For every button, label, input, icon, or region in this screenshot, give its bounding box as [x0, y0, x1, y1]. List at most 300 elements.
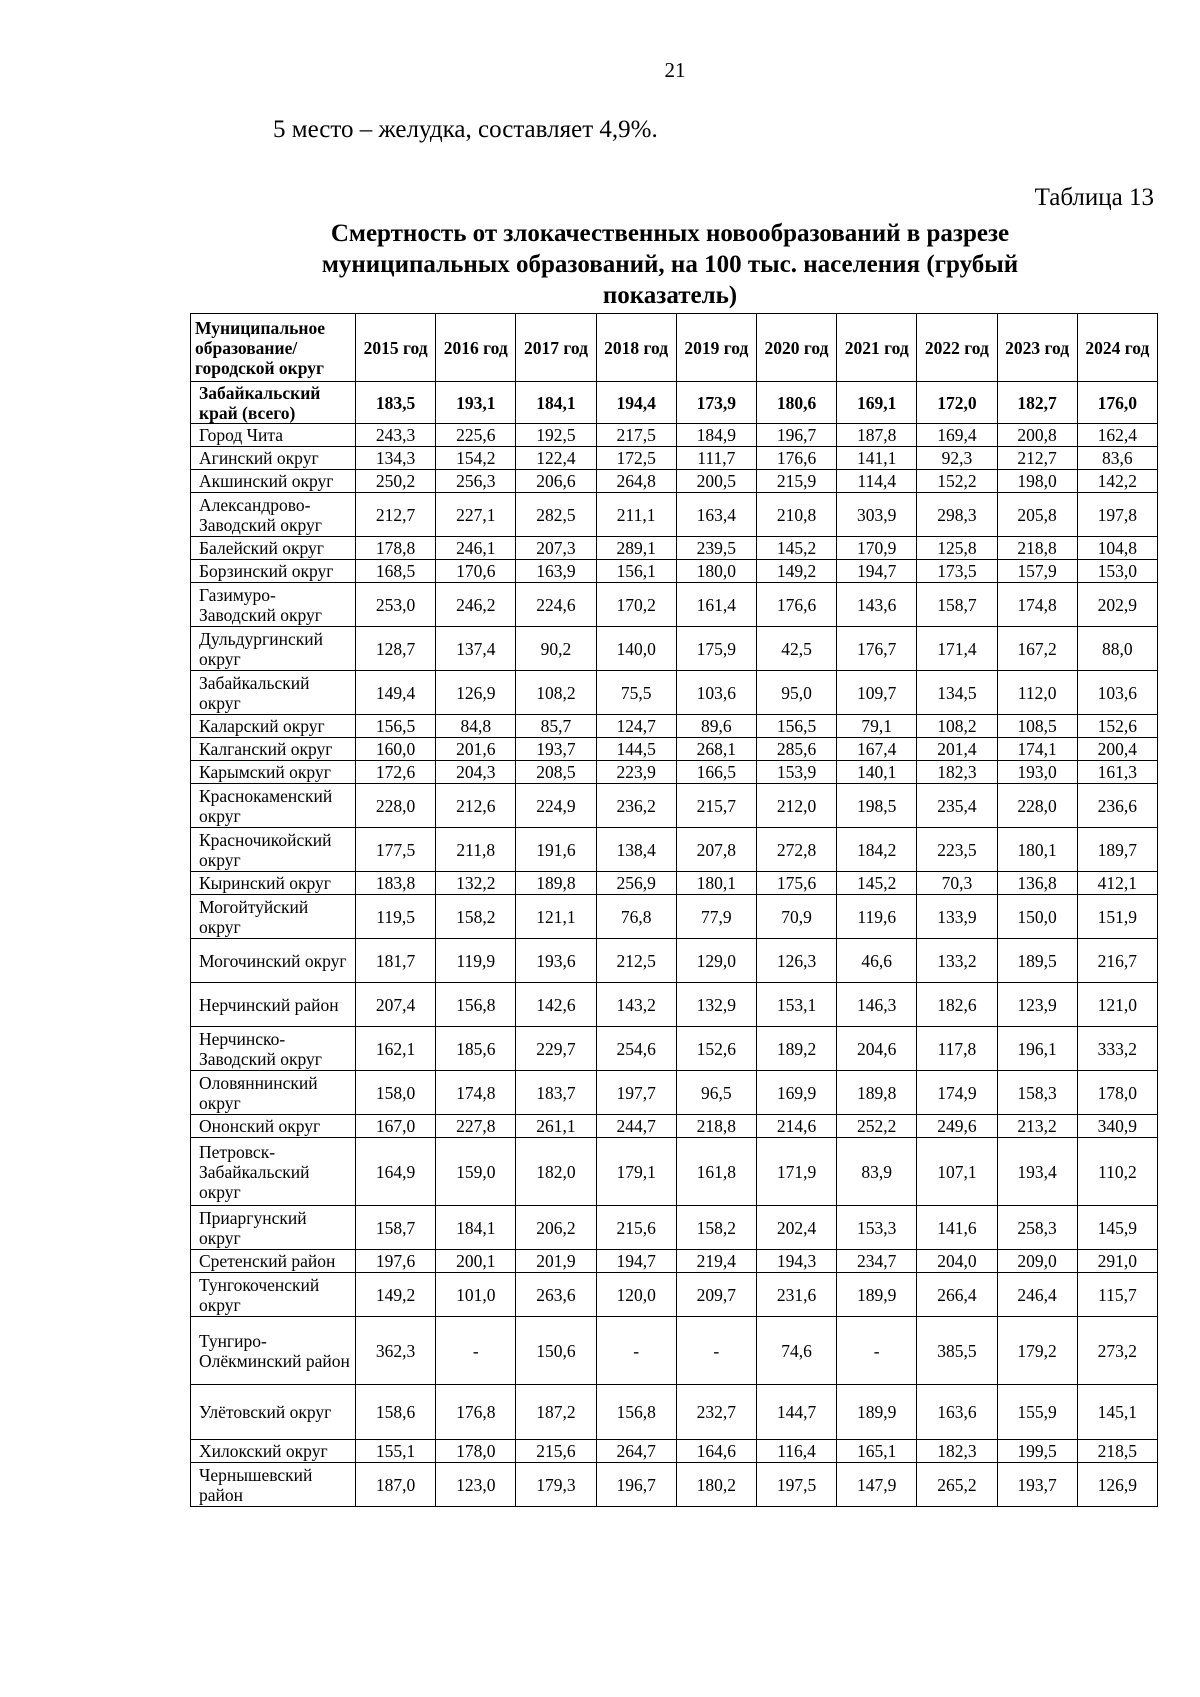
- value-cell: 184,1: [516, 382, 596, 424]
- value-cell: 107,1: [917, 1138, 997, 1206]
- table-row: [191, 627, 1158, 671]
- value-cell: 197,7: [596, 1071, 676, 1115]
- value-cell: 147,9: [837, 1463, 917, 1507]
- value-cell: 179,3: [516, 1463, 596, 1507]
- value-cell: 129,0: [676, 939, 756, 983]
- value-cell: 169,9: [756, 1071, 836, 1115]
- municipality-name: Могойтуйский округ: [191, 895, 356, 939]
- value-cell: 145,2: [837, 872, 917, 895]
- value-cell: 234,7: [837, 1250, 917, 1273]
- value-cell: 172,6: [356, 761, 436, 784]
- value-cell: 193,0: [997, 761, 1077, 784]
- value-cell: 204,6: [837, 1027, 917, 1071]
- table-row: [191, 761, 1158, 784]
- value-cell: 209,0: [997, 1250, 1077, 1273]
- value-cell: 197,6: [356, 1250, 436, 1273]
- value-cell: 121,0: [1077, 983, 1157, 1027]
- value-cell: 159,0: [436, 1138, 516, 1206]
- value-cell: 128,7: [356, 627, 436, 671]
- table-row: [191, 447, 1158, 470]
- value-cell: 95,0: [756, 671, 836, 715]
- table-row: [191, 424, 1158, 447]
- value-cell: 119,5: [356, 895, 436, 939]
- table-label: Таблица 13: [1034, 184, 1154, 211]
- value-cell: 225,6: [436, 424, 516, 447]
- value-cell: 180,0: [676, 560, 756, 583]
- municipality-name: Город Чита: [191, 424, 356, 447]
- value-cell: 180,6: [756, 382, 836, 424]
- table-row: [191, 895, 1158, 939]
- value-cell: 282,5: [516, 493, 596, 537]
- value-cell: 174,9: [917, 1071, 997, 1115]
- value-cell: 196,7: [756, 424, 836, 447]
- value-cell: 179,1: [596, 1138, 676, 1206]
- value-cell: 201,4: [917, 738, 997, 761]
- value-cell: 210,8: [756, 493, 836, 537]
- value-cell: 207,3: [516, 537, 596, 560]
- value-cell: 264,7: [596, 1440, 676, 1463]
- value-cell: 133,2: [917, 939, 997, 983]
- value-cell: 125,8: [917, 537, 997, 560]
- municipality-name: Александрово-Заводский округ: [191, 493, 356, 537]
- value-cell: 200,1: [436, 1250, 516, 1273]
- municipality-name: Тунгиро-Олёкминский район: [191, 1317, 356, 1385]
- value-cell: 184,9: [676, 424, 756, 447]
- value-cell: 212,0: [756, 784, 836, 828]
- value-cell: 204,0: [917, 1250, 997, 1273]
- value-cell: 156,8: [436, 983, 516, 1027]
- value-cell: 216,7: [1077, 939, 1157, 983]
- value-cell: 185,6: [436, 1027, 516, 1071]
- value-cell: 146,3: [837, 983, 917, 1027]
- value-cell: 155,1: [356, 1440, 436, 1463]
- value-cell: 108,2: [917, 715, 997, 738]
- value-cell: 246,4: [997, 1273, 1077, 1317]
- value-cell: 198,0: [997, 470, 1077, 493]
- value-cell: 109,7: [837, 671, 917, 715]
- value-cell: 196,1: [997, 1027, 1077, 1071]
- value-cell: 103,6: [676, 671, 756, 715]
- value-cell: 215,9: [756, 470, 836, 493]
- value-cell: 121,1: [516, 895, 596, 939]
- municipality-name: Нерчинско-Заводский округ: [191, 1027, 356, 1071]
- table-row: [191, 828, 1158, 872]
- value-cell: 223,5: [917, 828, 997, 872]
- value-cell: 189,9: [837, 1385, 917, 1440]
- value-cell: 206,2: [516, 1206, 596, 1250]
- value-cell: 217,5: [596, 424, 676, 447]
- value-cell: 303,9: [837, 493, 917, 537]
- value-cell: 224,6: [516, 583, 596, 627]
- value-cell: 178,0: [436, 1440, 516, 1463]
- value-cell: 167,0: [356, 1115, 436, 1138]
- value-cell: 172,0: [917, 382, 997, 424]
- value-cell: 236,6: [1077, 784, 1157, 828]
- header-year: 2023 год: [997, 314, 1077, 382]
- value-cell: 149,2: [756, 560, 836, 583]
- table-row: [191, 1027, 1158, 1071]
- value-cell: 153,3: [837, 1206, 917, 1250]
- value-cell: 211,8: [436, 828, 516, 872]
- value-cell: 145,2: [756, 537, 836, 560]
- value-cell: 176,6: [756, 447, 836, 470]
- value-cell: 239,5: [676, 537, 756, 560]
- value-cell: 158,7: [356, 1206, 436, 1250]
- value-cell: 174,8: [997, 583, 1077, 627]
- value-cell: 160,0: [356, 738, 436, 761]
- value-cell: 84,8: [436, 715, 516, 738]
- value-cell: 191,6: [516, 828, 596, 872]
- page-number: 21: [664, 58, 686, 82]
- value-cell: 143,6: [837, 583, 917, 627]
- value-cell: 163,4: [676, 493, 756, 537]
- municipality-name: Нерчинский район: [191, 983, 356, 1027]
- value-cell: 182,7: [997, 382, 1077, 424]
- value-cell: 70,9: [756, 895, 836, 939]
- value-cell: 197,8: [1077, 493, 1157, 537]
- value-cell: 152,6: [1077, 715, 1157, 738]
- value-cell: 115,7: [1077, 1273, 1157, 1317]
- value-cell: 156,8: [596, 1385, 676, 1440]
- value-cell: 108,2: [516, 671, 596, 715]
- value-cell: 227,1: [436, 493, 516, 537]
- value-cell: 285,6: [756, 738, 836, 761]
- value-cell: 140,0: [596, 627, 676, 671]
- value-cell: 201,6: [436, 738, 516, 761]
- value-cell: 171,4: [917, 627, 997, 671]
- value-cell: 189,7: [1077, 828, 1157, 872]
- table-row: [191, 583, 1158, 627]
- value-cell: 104,8: [1077, 537, 1157, 560]
- value-cell: 143,2: [596, 983, 676, 1027]
- value-cell: 136,8: [997, 872, 1077, 895]
- value-cell: 193,4: [997, 1138, 1077, 1206]
- value-cell: 228,0: [356, 784, 436, 828]
- value-cell: 169,4: [917, 424, 997, 447]
- municipality-name: Красночикойский округ: [191, 828, 356, 872]
- value-cell: 176,6: [756, 583, 836, 627]
- value-cell: 154,2: [436, 447, 516, 470]
- municipality-name: Краснокаменский округ: [191, 784, 356, 828]
- value-cell: 134,3: [356, 447, 436, 470]
- value-cell: 183,7: [516, 1071, 596, 1115]
- value-cell: 207,4: [356, 983, 436, 1027]
- table-row: [191, 983, 1158, 1027]
- table-row: [191, 1250, 1158, 1273]
- value-cell: 120,0: [596, 1273, 676, 1317]
- value-cell: 124,7: [596, 715, 676, 738]
- value-cell: 156,1: [596, 560, 676, 583]
- value-cell: 175,6: [756, 872, 836, 895]
- value-cell: 176,0: [1077, 382, 1157, 424]
- value-cell: 138,4: [596, 828, 676, 872]
- value-cell: 79,1: [837, 715, 917, 738]
- value-cell: 77,9: [676, 895, 756, 939]
- value-cell: 212,6: [436, 784, 516, 828]
- municipality-name: Карымский округ: [191, 761, 356, 784]
- value-cell: 244,7: [596, 1115, 676, 1138]
- table-row: [191, 1206, 1158, 1250]
- table-row: [191, 1317, 1158, 1385]
- intro-text: 5 место – желудка, составляет 4,9%.: [273, 116, 658, 143]
- municipality-name: Сретенский район: [191, 1250, 356, 1273]
- value-cell: 171,9: [756, 1138, 836, 1206]
- value-cell: 264,8: [596, 470, 676, 493]
- value-cell: 170,2: [596, 583, 676, 627]
- value-cell: 110,2: [1077, 1138, 1157, 1206]
- value-cell: -: [436, 1317, 516, 1385]
- value-cell: 385,5: [917, 1317, 997, 1385]
- value-cell: 89,6: [676, 715, 756, 738]
- value-cell: 236,2: [596, 784, 676, 828]
- value-cell: 163,9: [516, 560, 596, 583]
- municipality-name: Борзинский округ: [191, 560, 356, 583]
- value-cell: 90,2: [516, 627, 596, 671]
- value-cell: 155,9: [997, 1385, 1077, 1440]
- value-cell: 184,1: [436, 1206, 516, 1250]
- value-cell: 76,8: [596, 895, 676, 939]
- value-cell: 187,2: [516, 1385, 596, 1440]
- value-cell: 114,4: [837, 470, 917, 493]
- value-cell: 194,7: [837, 560, 917, 583]
- value-cell: 268,1: [676, 738, 756, 761]
- value-cell: 218,8: [997, 537, 1077, 560]
- value-cell: 101,0: [436, 1273, 516, 1317]
- municipality-name: Балейский округ: [191, 537, 356, 560]
- municipality-name: Забайкальский округ: [191, 671, 356, 715]
- value-cell: 137,4: [436, 627, 516, 671]
- header-year: 2019 год: [676, 314, 756, 382]
- value-cell: 158,6: [356, 1385, 436, 1440]
- value-cell: 112,0: [997, 671, 1077, 715]
- value-cell: 215,6: [516, 1440, 596, 1463]
- value-cell: 175,9: [676, 627, 756, 671]
- value-cell: 75,5: [596, 671, 676, 715]
- value-cell: 119,6: [837, 895, 917, 939]
- value-cell: 156,5: [756, 715, 836, 738]
- value-cell: 158,0: [356, 1071, 436, 1115]
- value-cell: 149,2: [356, 1273, 436, 1317]
- value-cell: 252,2: [837, 1115, 917, 1138]
- value-cell: 184,2: [837, 828, 917, 872]
- municipality-name: Агинский округ: [191, 447, 356, 470]
- value-cell: -: [676, 1317, 756, 1385]
- value-cell: 291,0: [1077, 1250, 1157, 1273]
- value-cell: 249,6: [917, 1115, 997, 1138]
- value-cell: 153,9: [756, 761, 836, 784]
- value-cell: 204,3: [436, 761, 516, 784]
- value-cell: 176,7: [837, 627, 917, 671]
- value-cell: 205,8: [997, 493, 1077, 537]
- table-row: [191, 382, 1158, 424]
- table-row: [191, 560, 1158, 583]
- municipality-name: Могочинский округ: [191, 939, 356, 983]
- value-cell: 182,3: [917, 761, 997, 784]
- table-row: [191, 872, 1158, 895]
- value-cell: 158,2: [436, 895, 516, 939]
- table-row: [191, 1138, 1158, 1206]
- header-year: 2015 год: [356, 314, 436, 382]
- value-cell: 142,6: [516, 983, 596, 1027]
- value-cell: 83,6: [1077, 447, 1157, 470]
- value-cell: 173,5: [917, 560, 997, 583]
- value-cell: 196,7: [596, 1463, 676, 1507]
- value-cell: 179,2: [997, 1317, 1077, 1385]
- value-cell: 149,4: [356, 671, 436, 715]
- value-cell: 134,5: [917, 671, 997, 715]
- municipality-name: Петровск-Забайкальский округ: [191, 1138, 356, 1206]
- value-cell: 161,8: [676, 1138, 756, 1206]
- value-cell: 189,2: [756, 1027, 836, 1071]
- value-cell: 119,9: [436, 939, 516, 983]
- value-cell: 194,3: [756, 1250, 836, 1273]
- value-cell: 153,1: [756, 983, 836, 1027]
- value-cell: 193,6: [516, 939, 596, 983]
- value-cell: 201,9: [516, 1250, 596, 1273]
- table-row: [191, 939, 1158, 983]
- value-cell: 163,6: [917, 1385, 997, 1440]
- value-cell: 298,3: [917, 493, 997, 537]
- value-cell: 144,7: [756, 1385, 836, 1440]
- value-cell: 158,2: [676, 1206, 756, 1250]
- value-cell: 200,4: [1077, 738, 1157, 761]
- table-row: [191, 1440, 1158, 1463]
- value-cell: 193,1: [436, 382, 516, 424]
- value-cell: 92,3: [917, 447, 997, 470]
- value-cell: 180,1: [676, 872, 756, 895]
- value-cell: 189,8: [837, 1071, 917, 1115]
- table-row: [191, 470, 1158, 493]
- header-year: 2024 год: [1077, 314, 1157, 382]
- value-cell: -: [596, 1317, 676, 1385]
- value-cell: 273,2: [1077, 1317, 1157, 1385]
- value-cell: 227,8: [436, 1115, 516, 1138]
- value-cell: 122,4: [516, 447, 596, 470]
- table-body: [191, 382, 1158, 1507]
- value-cell: 187,8: [837, 424, 917, 447]
- value-cell: 174,1: [997, 738, 1077, 761]
- value-cell: 200,5: [676, 470, 756, 493]
- value-cell: 177,5: [356, 828, 436, 872]
- value-cell: 213,2: [997, 1115, 1077, 1138]
- value-cell: 173,9: [676, 382, 756, 424]
- value-cell: 88,0: [1077, 627, 1157, 671]
- value-cell: 144,5: [596, 738, 676, 761]
- value-cell: 145,1: [1077, 1385, 1157, 1440]
- value-cell: 228,0: [997, 784, 1077, 828]
- value-cell: 70,3: [917, 872, 997, 895]
- table-row: [191, 493, 1158, 537]
- header-year: 2022 год: [917, 314, 997, 382]
- value-cell: 103,6: [1077, 671, 1157, 715]
- value-cell: 206,6: [516, 470, 596, 493]
- table-row: [191, 1463, 1158, 1507]
- municipality-name: Оловяннинский округ: [191, 1071, 356, 1115]
- value-cell: 108,5: [997, 715, 1077, 738]
- value-cell: 164,6: [676, 1440, 756, 1463]
- table-row: [191, 1115, 1158, 1138]
- municipality-name: Калганский округ: [191, 738, 356, 761]
- value-cell: 132,2: [436, 872, 516, 895]
- value-cell: 231,6: [756, 1273, 836, 1317]
- value-cell: 178,8: [356, 537, 436, 560]
- value-cell: 263,6: [516, 1273, 596, 1317]
- value-cell: 224,9: [516, 784, 596, 828]
- value-cell: 117,8: [917, 1027, 997, 1071]
- value-cell: 215,7: [676, 784, 756, 828]
- value-cell: 235,4: [917, 784, 997, 828]
- value-cell: 232,7: [676, 1385, 756, 1440]
- value-cell: 250,2: [356, 470, 436, 493]
- header-year: 2017 год: [516, 314, 596, 382]
- value-cell: 178,0: [1077, 1071, 1157, 1115]
- table-row: [191, 671, 1158, 715]
- value-cell: 215,6: [596, 1206, 676, 1250]
- table-title: Смертность от злокачественных новообразований в разрезе муниципальных образований, на 100 тыс. населения (грубый показатель): [321, 220, 1019, 309]
- value-cell: 256,9: [596, 872, 676, 895]
- municipality-name: Газимуро-Заводский округ: [191, 583, 356, 627]
- value-cell: 126,9: [1077, 1463, 1157, 1507]
- value-cell: 152,2: [917, 470, 997, 493]
- value-cell: 133,9: [917, 895, 997, 939]
- value-cell: 176,8: [436, 1385, 516, 1440]
- table-row: [191, 715, 1158, 738]
- value-cell: 167,4: [837, 738, 917, 761]
- value-cell: 182,3: [917, 1440, 997, 1463]
- value-cell: 261,1: [516, 1115, 596, 1138]
- value-cell: 207,8: [676, 828, 756, 872]
- value-cell: 212,7: [997, 447, 1077, 470]
- value-cell: 212,5: [596, 939, 676, 983]
- value-cell: 145,9: [1077, 1206, 1157, 1250]
- header-year: 2020 год: [756, 314, 836, 382]
- value-cell: 192,5: [516, 424, 596, 447]
- value-cell: 211,1: [596, 493, 676, 537]
- table-row: [191, 784, 1158, 828]
- value-cell: 189,8: [516, 872, 596, 895]
- value-cell: 272,8: [756, 828, 836, 872]
- value-cell: 168,5: [356, 560, 436, 583]
- municipality-name: Тунгокоченский округ: [191, 1273, 356, 1317]
- value-cell: 202,9: [1077, 583, 1157, 627]
- value-cell: 150,6: [516, 1317, 596, 1385]
- value-cell: 256,3: [436, 470, 516, 493]
- municipality-name: Чернышевский район: [191, 1463, 356, 1507]
- value-cell: 412,1: [1077, 872, 1157, 895]
- municipality-name: Забайкальский край (всего): [191, 382, 356, 424]
- value-cell: 219,4: [676, 1250, 756, 1273]
- value-cell: 180,2: [676, 1463, 756, 1507]
- value-cell: 85,7: [516, 715, 596, 738]
- value-cell: 157,9: [997, 560, 1077, 583]
- value-cell: 132,9: [676, 983, 756, 1027]
- value-cell: 126,9: [436, 671, 516, 715]
- value-cell: 116,4: [756, 1440, 836, 1463]
- value-cell: 212,7: [356, 493, 436, 537]
- value-cell: 152,6: [676, 1027, 756, 1071]
- value-cell: 187,0: [356, 1463, 436, 1507]
- municipality-name: Приаргунский округ: [191, 1206, 356, 1250]
- municipality-name: Ононский округ: [191, 1115, 356, 1138]
- value-cell: 253,0: [356, 583, 436, 627]
- value-cell: 246,1: [436, 537, 516, 560]
- value-cell: 254,6: [596, 1027, 676, 1071]
- value-cell: 170,9: [837, 537, 917, 560]
- value-cell: 289,1: [596, 537, 676, 560]
- value-cell: 151,9: [1077, 895, 1157, 939]
- value-cell: 265,2: [917, 1463, 997, 1507]
- value-cell: 182,6: [917, 983, 997, 1027]
